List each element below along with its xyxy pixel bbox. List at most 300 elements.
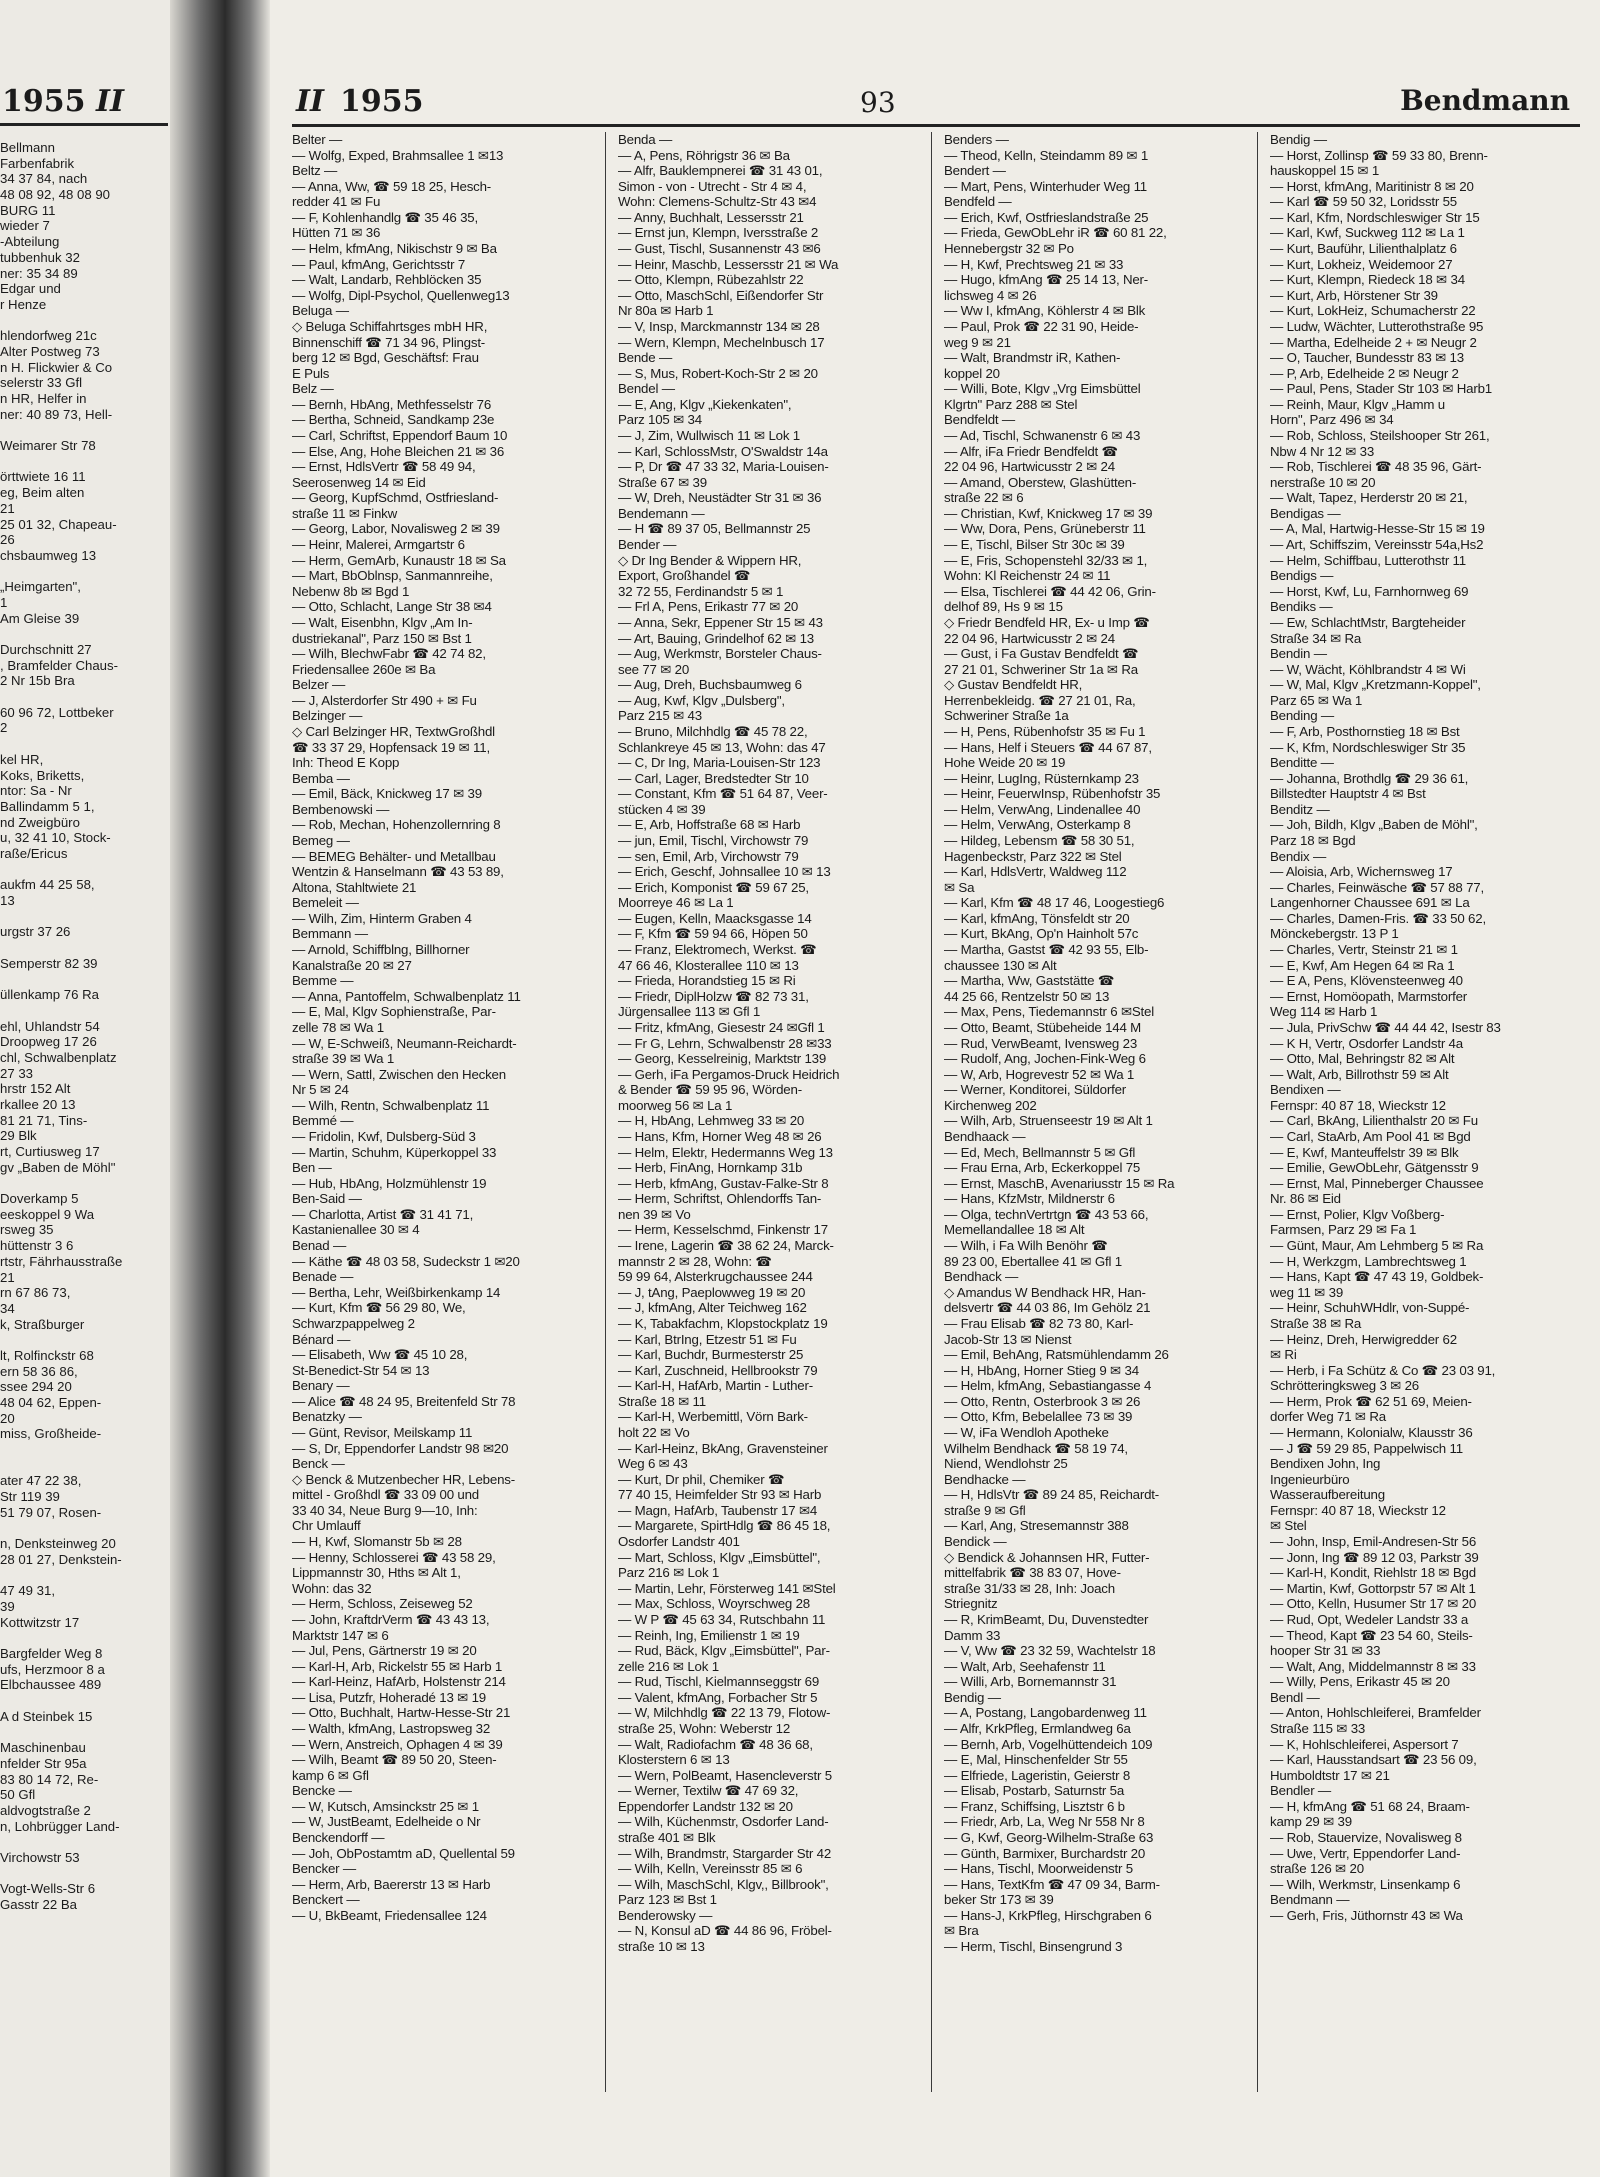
directory-line: Damm 33 xyxy=(944,1627,1001,1643)
directory-line: — Karl, BtrIng, Etzestr 51 ✉ Fu xyxy=(618,1331,797,1347)
directory-line: — Karl, Hausstandsart ☎ 23 56 09, xyxy=(1270,1752,1477,1768)
directory-line: Benditz — xyxy=(1270,801,1330,817)
directory-line: — U, BkBeamt, Friedensallee 124 xyxy=(292,1907,487,1923)
directory-line: — F, Kfm ☎ 59 94 66, Höpen 50 xyxy=(618,926,808,942)
directory-line: Schlankreye 45 ✉ 13, Wohn: das 47 xyxy=(618,739,826,755)
directory-line: Chr Umlauff xyxy=(292,1518,361,1534)
directory-line: 77 40 15, Heimfelder Str 93 ✉ Harb xyxy=(618,1487,822,1503)
directory-line: — Wern, Klempn, Mechelnbusch 17 xyxy=(618,334,825,350)
directory-line: — Friedr, DiplHolzw ☎ 82 73 31, xyxy=(618,988,809,1004)
directory-line: — N, Konsul aD ☎ 44 86 96, Fröbel- xyxy=(618,1923,832,1939)
directory-line: straße 25, Wohn: Weberstr 12 xyxy=(618,1720,791,1736)
directory-line: — Käthe ☎ 48 03 58, Sudeckstr 1 ✉20 xyxy=(292,1253,520,1269)
directory-line: — Carl, Schriftst, Eppendorf Baum 10 xyxy=(292,427,508,443)
directory-line: — Ernst, MaschB, Avenariusstr 15 ✉ Ra xyxy=(944,1175,1175,1191)
directory-line: — Fr G, Lehrn, Schwalbenstr 28 ✉33 xyxy=(618,1035,832,1051)
facing-page-line: ufs, Herzmoor 8 a xyxy=(0,1661,105,1677)
directory-line: — Ernst, HdlsVertr ☎ 58 49 94, xyxy=(292,459,476,475)
directory-line: — Karl-H, Kondit, Riehlstr 18 ✉ Bgd xyxy=(1270,1565,1476,1581)
directory-line: — Heinr, Maschb, Lessersstr 21 ✉ Wa xyxy=(618,256,839,272)
directory-line: — H, Kwf, Prechtsweg 21 ✉ 33 xyxy=(944,256,1124,272)
directory-line: Straße 18 ✉ 11 xyxy=(618,1393,706,1409)
facing-page-volume: II xyxy=(96,84,125,119)
directory-line: redder 41 ✉ Fu xyxy=(292,194,381,210)
directory-line: Benatzky — xyxy=(292,1409,362,1425)
directory-line: — W, Kutsch, Amsinckstr 25 ✉ 1 xyxy=(292,1798,479,1814)
directory-line: — Charles, Vertr, Steinstr 21 ✉ 1 xyxy=(1270,942,1458,958)
facing-page-line: ern 58 36 86, xyxy=(0,1363,78,1379)
directory-line: — Margarete, SpirtHdlg ☎ 86 45 18, xyxy=(618,1518,831,1534)
directory-line: — Walt, Eisenbhn, Klgv „Am In- xyxy=(292,614,473,630)
facing-page-line xyxy=(0,564,168,580)
directory-line: Bendix — xyxy=(1270,848,1327,864)
directory-line: Nr 80a ✉ Harb 1 xyxy=(618,303,714,319)
facing-page-line: rtstr, Fährhausstraße xyxy=(0,1253,123,1269)
directory-line: Horn", Parz 496 ✉ 34 xyxy=(1270,412,1394,428)
facing-page-line: miss, Großheide- xyxy=(0,1426,102,1442)
facing-page-line: Farbenfabrik xyxy=(0,155,75,171)
facing-page-line: hlendorfweg 21c xyxy=(0,328,97,344)
directory-line: — Walt, Landarb, Rehblöcken 35 xyxy=(292,272,482,288)
directory-line: — Max, Pens, Tiedemannstr 6 ✉Stel xyxy=(944,1004,1154,1020)
directory-line: — W, Milchhdlg ☎ 22 13 79, Flotow- xyxy=(618,1705,831,1721)
directory-line: — Jula, PrivSchw ☎ 44 44 42, Isestr 83 xyxy=(1270,1019,1501,1035)
directory-line: — W, Arb, Hogrevestr 52 ✉ Wa 1 xyxy=(944,1066,1135,1082)
directory-line: — Friedr, Arb, La, Weg Nr 558 Nr 8 xyxy=(944,1814,1145,1830)
directory-line: — Walt, Brandmstr iR, Kathen- xyxy=(944,350,1121,366)
facing-page-line xyxy=(0,1003,168,1019)
directory-line: Kanalstraße 20 ✉ 27 xyxy=(292,957,412,973)
directory-line: Fernspr: 40 87 18, Wieckstr 12 xyxy=(1270,1502,1446,1518)
directory-line: Simon - von - Utrecht - Str 4 ✉ 4, xyxy=(618,178,807,194)
facing-page-line: Kottwitzstr 17 xyxy=(0,1614,80,1630)
directory-line: — Paul, Prok ☎ 22 31 90, Heide- xyxy=(944,318,1139,334)
column-2 xyxy=(618,132,922,2092)
facing-page-line: A d Steinbek 15 xyxy=(0,1708,93,1724)
directory-line: — Horst, Kwf, Lu, Farnhornweg 69 xyxy=(1270,583,1469,599)
directory-line: — Mart, Pens, Winterhuder Weg 11 xyxy=(944,178,1147,194)
facing-page-line: 48 08 92, 48 08 90 xyxy=(0,187,110,203)
facing-page-line: urgstr 37 26 xyxy=(0,924,71,940)
directory-line: Weg 114 ✉ Harb 1 xyxy=(1270,1004,1378,1020)
facing-page-line: tubbenhuk 32 xyxy=(0,249,80,265)
directory-line: — Helm, Schiffbau, Lutterothstr 11 xyxy=(1270,552,1466,568)
directory-line: — Martha, Ww, Gaststätte ☎ xyxy=(944,973,1115,989)
directory-line: straße 401 ✉ Blk xyxy=(618,1830,716,1846)
directory-line: — Charles, Feinwäsche ☎ 57 88 77, xyxy=(1270,879,1484,895)
directory-line: Wohn: das 32 xyxy=(292,1580,372,1596)
directory-line: Bendick — xyxy=(944,1534,1007,1550)
facing-page-line: chsbaumweg 13 xyxy=(0,547,97,563)
directory-line: — Frieda, Horandstieg 15 ✉ Ri xyxy=(618,973,796,989)
directory-line: — Wilh, i Fa Wilh Benöhr ☎ xyxy=(944,1238,1108,1254)
directory-line: — Georg, KupfSchmd, Ostfriesland- xyxy=(292,490,499,506)
directory-line: — Art, Schiffszim, Vereinsstr 54a,Hs2 xyxy=(1270,537,1484,553)
facing-page-line: Str 119 39 xyxy=(0,1489,60,1505)
directory-line: Benad — xyxy=(292,1238,347,1254)
facing-page-line: Semperstr 82 39 xyxy=(0,955,98,971)
directory-line: Kastanienallee 30 ✉ 4 xyxy=(292,1222,420,1238)
directory-line: Klosterstern 6 ✉ 13 xyxy=(618,1752,730,1768)
facing-page-line: 51 79 07, Rosen- xyxy=(0,1504,102,1520)
directory-line: — Helm, kfmAng, Sebastiangasse 4 xyxy=(944,1378,1152,1394)
directory-line: Schrötteringksweg 3 ✉ 26 xyxy=(1270,1378,1419,1394)
facing-page-line: Ballindamm 5 1, xyxy=(0,798,95,814)
directory-line: Klgrtn" Parz 288 ✉ Stel xyxy=(944,396,1078,412)
directory-line: Ben-Said — xyxy=(292,1191,362,1207)
directory-line: — Reinh, Ing, Emilienstr 1 ✉ 19 xyxy=(618,1627,800,1643)
facing-page-line: 25 01 32, Chapeau- xyxy=(0,516,117,532)
directory-line: ☎ 33 37 29, Hopfensack 19 ✉ 11, xyxy=(292,739,490,755)
directory-line: — Joh, Bildh, Klgv „Baben de Möhl", xyxy=(1270,817,1478,833)
directory-line: delhof 89, Hs 9 ✉ 15 xyxy=(944,599,1063,615)
directory-line: — V, Insp, Marckmannstr 134 ✉ 28 xyxy=(618,318,820,334)
directory-line: Memellandallee 18 ✉ Alt xyxy=(944,1222,1085,1238)
directory-line: — Erich, Geschf, Johnsallee 10 ✉ 13 xyxy=(618,864,831,880)
facing-page-line: eg, Beim alten xyxy=(0,485,85,501)
facing-page-line: rt, Curtiusweg 17 xyxy=(0,1144,100,1159)
directory-line: — Reinh, Maur, Klgv „Hamm u xyxy=(1270,396,1445,412)
directory-line: Osdorfer Landstr 401 xyxy=(618,1534,740,1550)
directory-line: — Martin, Schuhm, Küperkoppel 33 xyxy=(292,1144,497,1160)
facing-page-line: ssee 294 20 xyxy=(0,1379,72,1395)
directory-line: Bencker — xyxy=(292,1861,356,1877)
directory-line: — J ☎ 59 29 85, Pappelwisch 11 xyxy=(1270,1440,1463,1456)
facing-page-line: n, Lohbrügger Land- xyxy=(0,1818,120,1834)
directory-line: Belter — xyxy=(292,132,343,147)
directory-line: Inh: Theod E Kopp xyxy=(292,755,400,771)
facing-page-line: Gasstr 22 Ba xyxy=(0,1897,77,1912)
directory-line: — Aug, Dreh, Buchsbaumweg 6 xyxy=(618,677,802,693)
directory-line: — Hans-J, KrkPfleg, Hirschgraben 6 xyxy=(944,1907,1152,1923)
directory-line: — Karl-Heinz, BkAng, Gravensteiner xyxy=(618,1440,828,1456)
directory-line: — Erich, Kwf, Ostfrieslandstraße 25 xyxy=(944,209,1149,225)
directory-line: ◇ Benck & Mutzenbecher HR, Lebens- xyxy=(292,1471,515,1487)
directory-line: — F, Arb, Posthornstieg 18 ✉ Bst xyxy=(1270,723,1460,739)
facing-page-line xyxy=(0,940,168,956)
directory-line: — Wilh, Zim, Hinterm Graben 4 xyxy=(292,910,472,926)
directory-line: — Paul, Pens, Stader Str 103 ✉ Harb1 xyxy=(1270,381,1492,397)
directory-line: Billstedter Hauptstr 4 ✉ Bst xyxy=(1270,786,1426,802)
directory-line: — Karl, Kfm ☎ 48 17 46, Loogestieg6 xyxy=(944,895,1165,911)
directory-line: see 77 ✉ 20 xyxy=(618,661,690,677)
facing-page-line: ner: 40 89 73, Hell- xyxy=(0,406,113,422)
directory-line: stücken 4 ✉ 39 xyxy=(618,801,706,817)
directory-line: — Anton, Hohlschleiferei, Bramfelder xyxy=(1270,1705,1481,1721)
directory-line: Ben — xyxy=(292,1160,332,1176)
directory-line: Langenhorner Chaussee 691 ✉ La xyxy=(1270,895,1470,911)
directory-line: Bendemann — xyxy=(618,505,705,521)
directory-line: — Karl, HdlsVertr, Waldweg 112 xyxy=(944,864,1127,880)
facing-page-line: Doverkamp 5 xyxy=(0,1191,79,1207)
directory-line: — Günt, Revisor, Meilskamp 11 xyxy=(292,1424,473,1440)
directory-line: — Otto, Beamt, Stübeheide 144 M xyxy=(944,1019,1142,1035)
directory-line: — Eugen, Kelln, Maacksgasse 14 xyxy=(618,910,812,926)
directory-line: 47 66 46, Klosterallee 110 ✉ 13 xyxy=(618,957,799,973)
facing-page-line: Vogt-Wells-Str 6 xyxy=(0,1881,96,1897)
directory-line: — Anna, Ww, ☎ 59 18 25, Hesch- xyxy=(292,178,492,194)
directory-line: — Rob, Mechan, Hohenzollernring 8 xyxy=(292,817,501,833)
directory-line: — Hans, Tischl, Moorweidenstr 5 xyxy=(944,1861,1133,1877)
directory-line: — E, Mal, Hinschenfelder Str 55 xyxy=(944,1752,1128,1768)
directory-line: straße 9 ✉ Gfl xyxy=(944,1502,1026,1518)
directory-line: Bemeleit — xyxy=(292,895,359,911)
directory-line: — Hildeg, Lebensm ☎ 58 30 51, xyxy=(944,833,1135,849)
facing-page-line: Droopweg 17 26 xyxy=(0,1034,97,1050)
facing-page-line xyxy=(0,454,168,470)
directory-line: ◇ Dr Ing Bender & Wippern HR, xyxy=(618,552,802,568)
directory-line: — E, Kwf, Manteuffelstr 39 ✉ Blk xyxy=(1270,1144,1459,1160)
directory-line: ◇ Gustav Bendfeldt HR, xyxy=(944,677,1083,693)
directory-line: 32 72 55, Ferdinandstr 5 ✉ 1 xyxy=(618,583,784,599)
directory-line: — C, Dr Ing, Maria-Louisen-Str 123 xyxy=(618,755,821,771)
facing-page-line: aldvogtstraße 2 xyxy=(0,1802,91,1818)
directory-line: Bénard — xyxy=(292,1331,351,1347)
directory-line: — Alfr, Bauklempnerei ☎ 31 43 01, xyxy=(618,163,823,179)
facing-page-line xyxy=(0,1693,168,1709)
directory-line: Nbw 4 Nr 12 ✉ 33 xyxy=(1270,443,1375,459)
facing-page-line xyxy=(0,1724,168,1740)
directory-line: — Ernst, Mal, Pinneberger Chaussee xyxy=(1270,1175,1484,1191)
directory-line: — Kurt, Kfm ☎ 56 29 80, We, xyxy=(292,1300,466,1316)
directory-line: chaussee 130 ✉ Alt xyxy=(944,957,1057,973)
directory-line: — Georg, Labor, Novalisweg 2 ✉ 39 xyxy=(292,521,500,537)
facing-page-line: üllenkamp 76 Ra xyxy=(0,987,99,1003)
directory-line: — Emilie, GewObLehr, Gätgensstr 9 xyxy=(1270,1160,1479,1176)
directory-line: — K, Tabakfachm, Klopstockplatz 19 xyxy=(618,1315,828,1331)
directory-line: — Constant, Kfm ☎ 51 64 87, Veer- xyxy=(618,786,828,802)
directory-line: nerstraße 10 ✉ 20 xyxy=(1270,474,1376,490)
directory-line: — Karl, Kfm, Nordschleswiger Str 15 xyxy=(1270,209,1480,225)
directory-line: — Mart, Schloss, Klgv „Eimsbüttel", xyxy=(618,1549,821,1565)
directory-line: — Herm, Schriftst, Ohlendorffs Tan- xyxy=(618,1191,822,1207)
directory-line: — E, Ang, Klgv „Kiekenkaten", xyxy=(618,396,792,412)
directory-line: Bencke — xyxy=(292,1783,352,1799)
directory-line: Bendert — xyxy=(944,163,1006,179)
directory-line: — K H, Vertr, Osdorfer Landstr 4a xyxy=(1270,1035,1463,1051)
directory-line: dustriekanal", Parz 150 ✉ Bst 1 xyxy=(292,630,472,646)
facing-page-line: Weimarer Str 78 xyxy=(0,438,96,454)
directory-line: Benders — xyxy=(944,132,1009,147)
directory-line: — Emil, BehAng, Ratsmühlendamm 26 xyxy=(944,1347,1169,1363)
directory-line: — Ww I, kfmAng, Köhlerstr 4 ✉ Blk xyxy=(944,303,1146,319)
facing-page-line xyxy=(0,1175,168,1191)
facing-page-line: Bargfelder Weg 8 xyxy=(0,1646,103,1661)
directory-line: ◇ Amandus W Bendhack HR, Han- xyxy=(944,1284,1146,1300)
facing-page-line: hüttenstr 3 6 xyxy=(0,1238,74,1254)
directory-line: weg 11 ✉ 39 xyxy=(1270,1284,1344,1300)
facing-page-line xyxy=(0,909,168,925)
directory-line: — Hans, Kapt ☎ 47 43 19, Goldbek- xyxy=(1270,1269,1484,1285)
facing-page-line xyxy=(0,422,168,438)
directory-line: — Walth, kfmAng, Lastropsweg 32 xyxy=(292,1720,491,1736)
facing-page-line: 48 04 62, Eppen- xyxy=(0,1395,102,1410)
directory-line: — Olga, technVertrtgn ☎ 43 53 66, xyxy=(944,1206,1149,1222)
directory-line: — K, Kfm, Nordschleswiger Str 35 xyxy=(1270,739,1466,755)
facing-page-line: 34 37 84, nach xyxy=(0,171,88,187)
facing-page-line: raße/Ericus xyxy=(0,845,68,861)
directory-line: — Walt, Arb, Billrothstr 59 ✉ Alt xyxy=(1270,1066,1449,1082)
facing-page-line xyxy=(0,1458,168,1474)
directory-line: — Wilh, MaschSchl, Klgv,, Billbrook", xyxy=(618,1876,829,1892)
directory-line: — Irene, Lagerin ☎ 38 62 24, Marck- xyxy=(618,1238,834,1254)
directory-line: Bendhaack — xyxy=(944,1129,1026,1144)
facing-page-line xyxy=(0,1866,168,1882)
directory-line: ◇ Carl Belzinger HR, TextwGroßhdl xyxy=(292,723,495,739)
facing-page-line: eeskoppel 9 Wa xyxy=(0,1206,95,1222)
facing-page-line: hrstr 152 Alt xyxy=(0,1081,71,1097)
directory-line: — Rud, Bäck, Klgv „Eimsbüttel", Par- xyxy=(618,1643,830,1659)
directory-line: — E, Tischl, Bilser Str 30c ✉ 39 xyxy=(944,537,1125,553)
directory-line: — H ☎ 89 37 05, Bellmannstr 25 xyxy=(618,521,811,537)
facing-page-line: 83 80 14 72, Re- xyxy=(0,1771,99,1787)
directory-line: — J, Zim, Wullwisch 11 ✉ Lok 1 xyxy=(618,427,800,443)
directory-line: — Günth, Barmixer, Burchardstr 20 xyxy=(944,1845,1146,1861)
directory-line: Nr. 86 ✉ Eid xyxy=(1270,1191,1341,1207)
directory-line: — Wilh, BlechwFabr ☎ 42 74 82, xyxy=(292,646,486,662)
directory-line: — BEMEG Behälter- und Metallbau xyxy=(292,848,496,864)
directory-line: 33 40 34, Neue Burg 9—10, Inh: xyxy=(292,1502,478,1518)
facing-page-line: 29 Blk xyxy=(0,1128,37,1144)
directory-line: Bendfeldt — xyxy=(944,412,1015,428)
directory-line: Parz 18 ✉ Bgd xyxy=(1270,833,1356,849)
directory-line: — Martha, Edelheide 2 + ✉ Neugr 2 xyxy=(1270,334,1477,350)
directory-line: Benditte — xyxy=(1270,755,1334,771)
directory-line: — W P ☎ 45 63 34, Rutschbahn 11 xyxy=(618,1611,826,1627)
facing-page-line: Am Gleise 39 xyxy=(0,610,80,626)
directory-line: — Willy, Pens, Erikastr 45 ✉ 20 xyxy=(1270,1674,1450,1690)
directory-line: Benderowsky — xyxy=(618,1907,713,1923)
directory-line: — Karl, kfmAng, Tönsfeldt str 20 xyxy=(944,910,1130,926)
directory-line: — Carl, StaArb, Am Pool 41 ✉ Bgd xyxy=(1270,1129,1471,1144)
directory-line: — Helm, kfmAng, Nikischstr 9 ✉ Ba xyxy=(292,241,497,257)
directory-line: — Wilh, Rentn, Schwalbenplatz 11 xyxy=(292,1097,490,1113)
directory-line: Benckendorff — xyxy=(292,1830,385,1846)
facing-page-line: nfelder Str 95a xyxy=(0,1755,87,1771)
facing-page-line: 47 49 31, xyxy=(0,1583,55,1599)
directory-line: mittel - Großhdl ☎ 33 09 00 und xyxy=(292,1487,480,1503)
directory-line: — Valent, kfmAng, Forbacher Str 5 xyxy=(618,1689,818,1705)
directory-line: Marktstr 147 ✉ 6 xyxy=(292,1627,389,1643)
directory-line: ◇ Friedr Bendfeld HR, Ex- u Imp ☎ xyxy=(944,614,1150,630)
directory-line: ✉ Stel xyxy=(1270,1518,1307,1534)
directory-line: Hennebergstr 32 ✉ Po xyxy=(944,241,1074,257)
facing-page-line xyxy=(0,1332,168,1348)
facing-page-line: Koks, Briketts, xyxy=(0,767,85,783)
directory-line: — Anna, Pantoffelm, Schwalbenplatz 11 xyxy=(292,988,521,1004)
directory-line: — Karl, Kwf, Suckweg 112 ✉ La 1 xyxy=(1270,225,1465,241)
directory-line: — Helm, VerwAng, Osterkamp 8 xyxy=(944,817,1131,833)
directory-line: — Johanna, Brothdlg ☎ 29 36 61, xyxy=(1270,770,1469,786)
directory-line: Bemba — xyxy=(292,770,350,786)
directory-line: — H, HbAng, Lehmweg 33 ✉ 20 xyxy=(618,1113,805,1129)
directory-line: — Wilh, Werkmstr, Linsenkamp 6 xyxy=(1270,1876,1461,1892)
directory-line: — Hugo, kfmAng ☎ 25 14 13, Ner- xyxy=(944,272,1148,288)
facing-page-line: 1 xyxy=(0,594,8,610)
directory-line: — J, tAng, Paeplowweg 19 ✉ 20 xyxy=(618,1284,806,1300)
directory-line: Beluga — xyxy=(292,303,349,319)
directory-line: — Herm, GemArb, Kunaustr 18 ✉ Sa xyxy=(292,552,506,568)
book-gutter xyxy=(170,0,270,2177)
directory-line: — Wilh, Arb, Struenseestr 19 ✉ Alt 1 xyxy=(944,1113,1153,1129)
directory-line: Hagenbeckstr, Parz 322 ✉ Stel xyxy=(944,848,1122,864)
directory-line: — Ad, Tischl, Schwanenstr 6 ✉ 43 xyxy=(944,427,1141,443)
directory-line: — H, Kwf, Slomanstr 5b ✉ 28 xyxy=(292,1534,462,1550)
directory-line: Weg 6 ✉ 43 xyxy=(618,1456,688,1472)
facing-page-line: wieder 7 xyxy=(0,218,50,234)
directory-line: — Herm, Prok ☎ 62 51 69, Meien- xyxy=(1270,1393,1472,1409)
directory-line: — H, kfmAng ☎ 51 68 24, Braam- xyxy=(1270,1798,1470,1814)
directory-line: — Else, Ang, Hohe Bleichen 21 ✉ 36 xyxy=(292,443,505,459)
directory-line: Nr 5 ✉ 24 xyxy=(292,1082,349,1098)
directory-line: Fernspr: 40 87 18, Wieckstr 12 xyxy=(1270,1097,1446,1113)
directory-line: — Frl A, Pens, Erikastr 77 ✉ 20 xyxy=(618,599,799,615)
directory-line: weg 9 ✉ 21 xyxy=(944,334,1011,350)
facing-page-line: n HR, Helfer in xyxy=(0,391,87,406)
directory-line: — H, HdlsVtr ☎ 89 24 85, Reichardt- xyxy=(944,1487,1160,1503)
facing-page-line xyxy=(0,862,168,878)
directory-line: — Bertha, Lehr, Weißbirkenkamp 14 xyxy=(292,1284,501,1300)
facing-page-line: Edgar und xyxy=(0,281,61,297)
directory-line: — Kurt, BkAng, Op'n Hainholt 57c xyxy=(944,926,1139,942)
directory-line: — Alice ☎ 48 24 95, Breitenfeld Str 78 xyxy=(292,1393,516,1409)
directory-line: — Wolfg, Exped, Brahmsallee 1 ✉13 xyxy=(292,147,504,163)
directory-line: Jürgensallee 113 ✉ Gfl 1 xyxy=(618,1004,761,1020)
year: 1955 xyxy=(340,84,424,119)
directory-line: — Franz, Elektromech, Werkst. ☎ xyxy=(618,942,817,958)
directory-line: Striegnitz xyxy=(944,1596,998,1612)
directory-line: Bembenowski — xyxy=(292,801,390,817)
column-divider xyxy=(605,132,606,2092)
facing-page-line: 34 xyxy=(0,1300,15,1316)
facing-page-line xyxy=(0,1442,168,1458)
facing-page-line: 2 Nr 15b Bra xyxy=(0,673,75,689)
directory-line: — S, Mus, Robert-Koch-Str 2 ✉ 20 xyxy=(618,365,818,381)
directory-line: Straße 67 ✉ 39 xyxy=(618,474,707,490)
directory-columns xyxy=(292,132,1580,2092)
facing-page-line: 81 21 71, Tins- xyxy=(0,1112,88,1128)
directory-line: — A, Postang, Langobardenweg 11 xyxy=(944,1705,1147,1721)
directory-line: — W, JustBeamt, Edelheide o Nr xyxy=(292,1814,481,1830)
directory-line: — Charles, Damen-Fris. ☎ 33 50 62, xyxy=(1270,910,1486,926)
directory-line: Straße 38 ✉ Ra xyxy=(1270,1315,1362,1331)
directory-line: Benade — xyxy=(292,1269,354,1285)
directory-line: mannstr 2 ✉ 28, Wohn: ☎ xyxy=(618,1253,772,1269)
directory-line: — Kurt, Lokheiz, Weidemoor 27 xyxy=(1270,256,1453,272)
directory-line: — W, Dreh, Neustädter Str 31 ✉ 36 xyxy=(618,490,822,506)
facing-page-line xyxy=(0,626,168,642)
directory-line: — Willi, Bote, Klgv „Vrg Eimsbüttel xyxy=(944,381,1141,397)
directory-line: — Hans, Kfm, Horner Weg 48 ✉ 26 xyxy=(618,1129,822,1144)
facing-page-line: ntor: Sa - Nr xyxy=(0,783,72,799)
directory-line: — Willi, Arb, Bornemannstr 31 xyxy=(944,1674,1117,1690)
directory-line: — E, Mal, Klgv Sophienstraße, Par- xyxy=(292,1004,496,1020)
facing-page-line: aukfm 44 25 58, xyxy=(0,877,95,893)
directory-line: — Helm, VerwAng, Lindenallee 40 xyxy=(944,801,1141,817)
directory-line: — Alfr, KrkPfleg, Ermlandweg 6a xyxy=(944,1720,1131,1736)
directory-line: ✉ Sa xyxy=(944,879,975,895)
directory-line: — Bernh, HbAng, Methfesselstr 76 xyxy=(292,396,492,412)
directory-line: — Werner, Textilw ☎ 47 69 32, xyxy=(618,1783,799,1799)
directory-line: — J, kfmAng, Alter Teichweg 162 xyxy=(618,1300,807,1316)
facing-page-line: ehl, Uhlandstr 54 xyxy=(0,1018,100,1034)
directory-line: — Gerh, iFa Pergamos-Druck Heidrich xyxy=(618,1066,840,1082)
directory-line: — Herm, Tischl, Binsengrund 3 xyxy=(944,1939,1123,1955)
directory-line: — Uwe, Vertr, Eppendorfer Land- xyxy=(1270,1845,1461,1861)
directory-line: Wasseraufbereitung xyxy=(1270,1487,1385,1503)
directory-line: — Aug, Werkmstr, Borsteler Chaus- xyxy=(618,646,822,662)
directory-line: Parz 65 ✉ Wa 1 xyxy=(1270,692,1363,708)
